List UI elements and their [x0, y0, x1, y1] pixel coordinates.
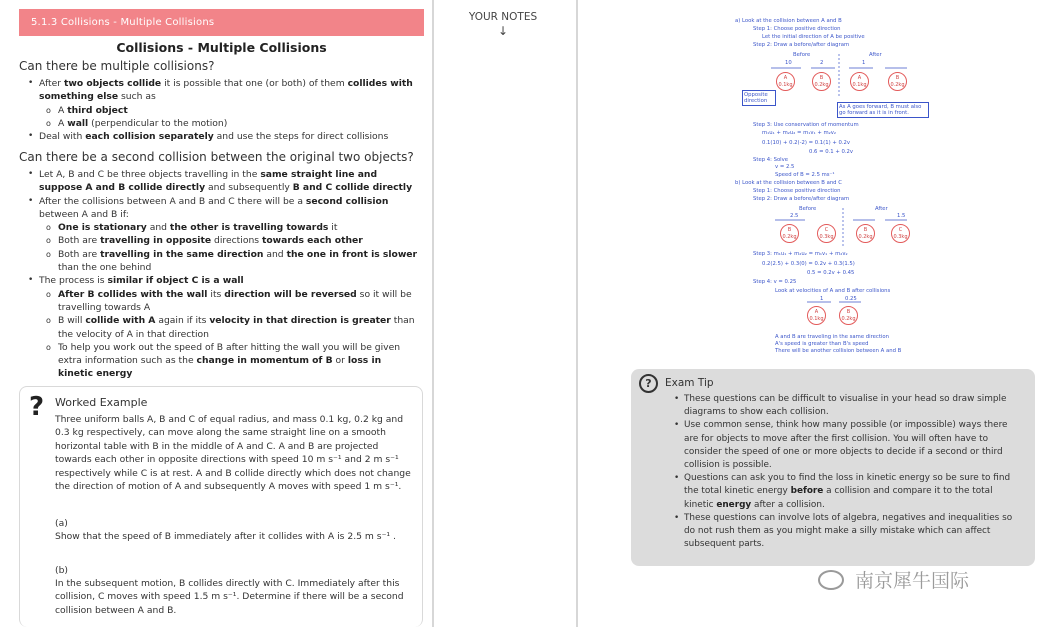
- part-a-label: (a): [55, 518, 68, 529]
- list-item: o To help you work out the speed of B after hitting the wall you will be given extra information such as the change in momentum of B or loss in kinetic energy: [39, 341, 419, 381]
- solution-diagram: [735, 10, 935, 370]
- exam-tip-box: [631, 369, 1035, 566]
- ball-c: C 0.3kg: [891, 224, 910, 243]
- list-item: • Use common sense, think how many possible (or impossible) ways there are for objects to move after the first collision. You will often have to consider the speed of one or more objects to decide if a second or third collision is possible.: [673, 419, 1023, 472]
- diagram-text: Step 2: Draw a before/after diagram: [753, 196, 850, 202]
- diagram-text: A and B are traveling in the same direction: [775, 334, 889, 340]
- bullet-list-2: [24, 168, 419, 381]
- ball-b: B 0.2kg: [888, 72, 907, 91]
- lightbulb-icon: ?: [639, 374, 658, 393]
- question-heading-2: Can there be a second collision between the original two objects?: [19, 150, 414, 164]
- diagram-text: 0.1(10) + 0.2(-2) = 0.1(1) + 0.2v: [762, 140, 851, 146]
- diagram-note: As A goes forward, B must also go forward as it is in front.: [837, 102, 929, 118]
- worked-example-title: Worked Example: [55, 396, 148, 409]
- ball-a: A 0.1kg: [807, 306, 826, 325]
- ball-a: A 0.1kg: [776, 72, 795, 91]
- velocity-label: 0.25: [845, 296, 857, 302]
- wechat-icon: [818, 570, 844, 590]
- part-a-text: Show that the speed of B immediately after it collides with A is 2.5 m s⁻¹ .: [55, 531, 396, 542]
- diagram-text: There will be another collision between A and B: [775, 348, 902, 354]
- divider: [576, 0, 578, 627]
- question-heading-1: Can there be multiple collisions?: [19, 59, 215, 73]
- diagram-text: Let the initial direction of A be positive: [762, 34, 865, 40]
- diagram-text: v = 2.5: [775, 164, 795, 170]
- diagram-text: Step 4: v = 0.25: [753, 279, 797, 285]
- worked-example-intro: Three uniform balls A, B and C of equal radius, and mass 0.1 kg, 0.2 kg and 0.3 kg respectively, can move along the same straight line on a smooth horizontal table with B in the middle of A and C. A and B are projected towards each other in opposite directions with speed 10 m s⁻¹ and 2 m s⁻¹ respectively while C is at rest. A and B collide directly which does not change the direction of motion of A and subsequently A moves with speed 1 m s⁻¹.: [55, 414, 411, 493]
- section-header: 5.1.3 Collisions - Multiple Collisions: [19, 9, 424, 36]
- diagram-text: Step 2: Draw a before/after diagram: [753, 42, 850, 48]
- ball-b: B 0.2kg: [839, 306, 858, 325]
- diagram-text: Step 3: Use conservation of momentum: [753, 122, 859, 128]
- worked-example-box: [19, 386, 423, 627]
- part-b-text: In the subsequent motion, B collides directly with C. Immediately after this collision, C moves with speed 1.5 m s⁻¹. Determine if there will be a second collision between A and B.: [55, 578, 404, 616]
- velocity-label: 2: [820, 60, 824, 66]
- bullet-list-1: [24, 77, 419, 143]
- diagram-text: Step 4: Solve: [753, 157, 789, 163]
- diagram-text: Before: [799, 206, 817, 212]
- list-item: • Questions can ask you to find the loss in kinetic energy so be sure to find the total kinetic energy before a collision and compare it to the total kinetic energy after a collision.: [673, 472, 1023, 512]
- list-item: • Let A, B and C be three objects travelling in the same straight line and suppose A and B collide directly and subsequently B and C collide directly: [24, 168, 419, 195]
- ball-b: B 0.2kg: [780, 224, 799, 243]
- list-item: • After the collisions between A and B and C there will be a second collision between A and B if: o One is stationary and the other is travelling towards it o Both are travelling in opposite directions towards each other o Both are travelling in the same direction and the one in front is slower than the one behind: [24, 195, 419, 275]
- ball-b: B 0.2kg: [856, 224, 875, 243]
- velocity-label: 10: [785, 60, 792, 66]
- list-item: o Both are travelling in opposite directions towards each other: [39, 234, 419, 247]
- list-item: o A third object: [39, 104, 419, 117]
- diagram-note: Opposite direction: [742, 90, 776, 106]
- diagram-text: 0.5 = 0.2v + 0.45: [807, 270, 855, 276]
- diagram-lines: [735, 10, 935, 370]
- diagram-text: 0.2(2.5) + 0.3(0) = 0.2v + 0.3(1.5): [762, 261, 855, 267]
- ball-a: A 0.1kg: [850, 72, 869, 91]
- diagram-text: After: [869, 52, 882, 58]
- list-item: o Both are travelling in the same direction and the one in front is slower than the one behind: [39, 248, 419, 275]
- diagram-text: Before: [793, 52, 811, 58]
- list-item: • These questions can be difficult to visualise in your head so draw simple diagrams to show each collision.: [673, 393, 1023, 419]
- list-item: o One is stationary and the other is travelling towards it: [39, 221, 419, 234]
- diagram-text: Speed of B = 2.5 ms⁻¹: [775, 172, 835, 178]
- list-item: o A wall (perpendicular to the motion): [39, 117, 419, 130]
- list-item: • Deal with each collision separately and use the steps for direct collisions: [24, 130, 419, 143]
- diagram-text: After: [875, 206, 888, 212]
- list-item: • The process is similar if object C is a wall o After B collides with the wall its direction will be reversed so it will be travelling towards A o B will collide with A again if its velocity in that direction is greater than the velocity of A in that direction o To help you work out the speed of B after hitting the wall you will be given extra information such as the change in momentum of B or loss in kinetic energy: [24, 274, 419, 380]
- part-b-label: (b): [55, 565, 69, 576]
- velocity-label: 1: [820, 296, 824, 302]
- velocity-label: 2.5: [790, 213, 799, 219]
- list-item: o After B collides with the wall its direction will be reversed so it will be travelling towards A: [39, 288, 419, 315]
- question-mark-icon: ?: [29, 392, 45, 422]
- your-notes-label: YOUR NOTES: [468, 11, 538, 23]
- ball-b: B 0.2kg: [812, 72, 831, 91]
- arrow-down-icon: ↓: [497, 24, 509, 38]
- velocity-label: 1: [862, 60, 866, 66]
- diagram-text: A's speed is greater than B's speed: [775, 341, 869, 347]
- diagram-text: Step 3: m₁u₁ + m₂u₂ = m₁v₁ + m₂v₂: [753, 251, 848, 257]
- diagram-text: Step 1: Choose positive direction: [753, 26, 841, 32]
- watermark: 南京犀牛国际: [855, 570, 970, 592]
- diagram-text: b) Look at the collision between B and C: [735, 180, 842, 186]
- diagram-text: 0.6 = 0.1 + 0.2v: [809, 149, 854, 155]
- diagram-text: a) Look at the collision between A and B: [735, 18, 842, 24]
- diagram-text: m₁u₁ + m₂u₂ = m₁v₁ + m₂v₂: [762, 130, 837, 136]
- exam-tip-title: Exam Tip: [665, 377, 714, 389]
- diagram-text: Step 1: Choose positive direction: [753, 188, 841, 194]
- list-item: • These questions can involve lots of algebra, negatives and inequalities so do not rush them as you might make a silly mistake which can affect subsequent parts.: [673, 512, 1023, 552]
- notes-column: [432, 0, 576, 627]
- list-item: o B will collide with A again if its velocity in that direction is greater than the velocity of A in that direction: [39, 314, 419, 341]
- list-item: • After two objects collide it is possible that one (or both) of them collides with something else such as o A third object o A wall (perpendicular to the motion): [24, 77, 419, 130]
- page-title: Collisions - Multiple Collisions: [116, 40, 327, 55]
- exam-tip-list: [673, 393, 1023, 551]
- content-column: [0, 0, 432, 627]
- ball-c: C 0.3kg: [817, 224, 836, 243]
- diagram-text: Look at velocities of A and B after collisions: [775, 288, 891, 294]
- velocity-label: 1.5: [897, 213, 906, 219]
